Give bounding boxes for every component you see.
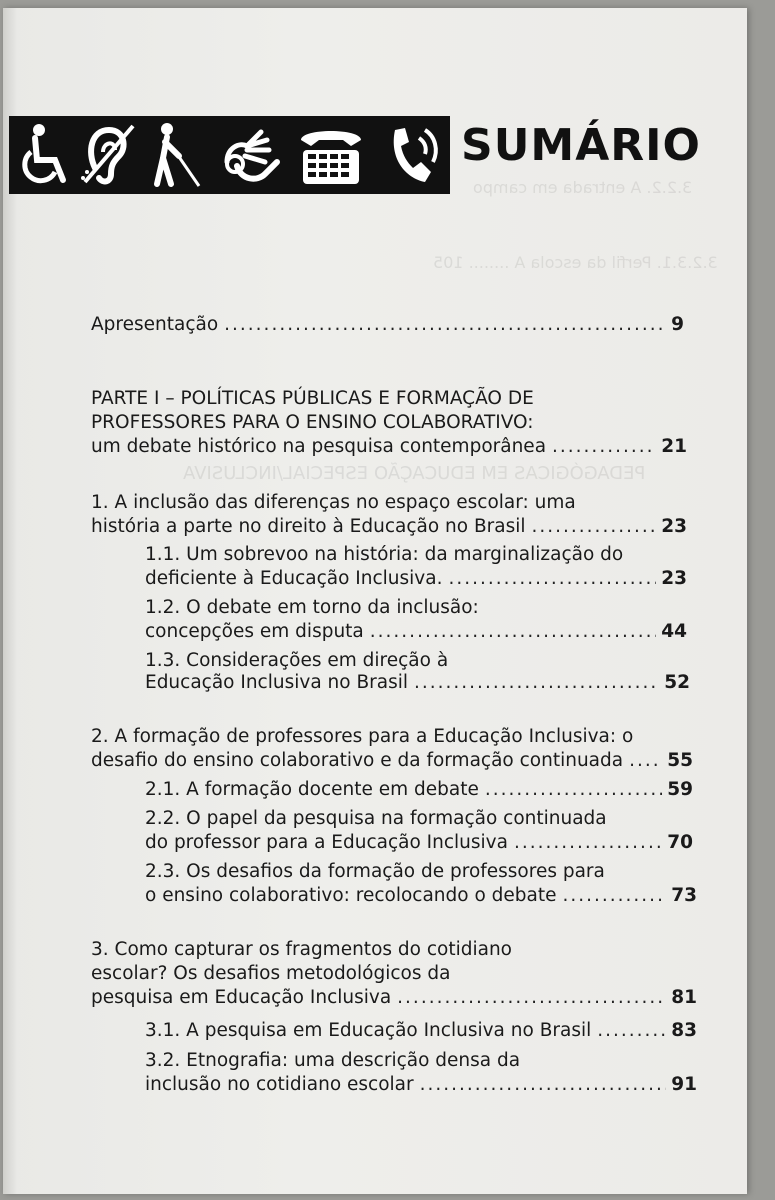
toc-page-number: 73: [671, 885, 697, 906]
dot-leader: [597, 1020, 666, 1042]
dot-leader: [485, 779, 662, 801]
toc-chapter-title: 3. Como capturar os fragmentos do cotidiano: [91, 939, 512, 960]
wheelchair-icon: [15, 122, 73, 188]
toc-entry-3-1: [145, 1020, 697, 1042]
deaf-ear-icon: [77, 122, 139, 188]
dot-leader: [420, 1074, 667, 1096]
toc-section-title: 2.2. O papel da pesquisa na formação continuada: [145, 808, 607, 829]
page-title: SUMÁRIO: [461, 120, 701, 171]
toc-entry-title: história a parte no direito à Educação no Brasil: [91, 516, 526, 537]
toc-entry-title: 2.1. A formação docente em debate: [145, 779, 479, 800]
toc-entry-2-1: [145, 779, 693, 801]
toc-entry-title: o ensino colaborativo: recolocando o debate: [145, 885, 557, 906]
toc-entry-ch3: [91, 987, 697, 1009]
toc-entry-ch2: [91, 750, 693, 772]
toc-page-number: 23: [661, 568, 687, 589]
toc-entry-2-3: [145, 885, 697, 907]
toc-section-title: 1.2. O debate em torno da inclusão:: [145, 597, 479, 618]
dot-leader: [397, 987, 666, 1009]
toc-page-number: 23: [661, 516, 687, 537]
toc-part-title: PARTE I – POLÍTICAS PÚBLICAS E FORMAÇÃO DE: [91, 388, 534, 409]
show-through-text: PEDAGÓGICAS EM EDUCAÇÃO ESPECIAL/INCLUSIVA: [183, 463, 646, 484]
dot-leader: [370, 621, 656, 643]
toc-section-title: 1.1. Um sobrevoo na história: da marginalização do: [145, 544, 624, 565]
toc-page-number: 21: [661, 436, 687, 457]
dot-leader: [563, 885, 667, 907]
toc-page-number: 91: [671, 1074, 697, 1095]
toc-chapter-title: escolar? Os desafios metodológicos da: [91, 963, 451, 984]
toc-chapter-title: 2. A formação de professores para a Educação Inclusiva: o: [91, 726, 634, 747]
dot-leader: [514, 832, 662, 854]
toc-page-number: 70: [667, 832, 693, 853]
dot-leader: [224, 314, 666, 336]
toc-entry-title: do professor para a Educação Inclusiva: [145, 832, 508, 853]
toc-entry-1-2: [145, 621, 687, 643]
dot-leader: [414, 672, 659, 694]
dot-leader: [532, 516, 657, 538]
toc-entry-1-1: [145, 568, 687, 590]
dot-leader: [629, 750, 662, 772]
toc-section-title: 3.2. Etnografia: uma descrição densa da: [145, 1050, 521, 1071]
dot-leader: [448, 568, 656, 590]
phone-volume-icon: [381, 122, 445, 188]
toc-page-number: 59: [667, 779, 693, 800]
toc-entry-parte1: [91, 436, 687, 458]
show-through-text: 3.2.3.1. Perfil da escola A ........ 105: [433, 253, 718, 272]
toc-page-number: 52: [664, 672, 690, 693]
toc-page-number: 55: [667, 750, 693, 771]
toc-entry-apresentacao: [91, 314, 684, 336]
book-page: [3, 8, 747, 1194]
toc-entry-title: pesquisa em Educação Inclusiva: [91, 987, 392, 1008]
toc-entry-title: concepções em disputa: [145, 621, 364, 642]
toc-entry-title: Apresentação: [91, 314, 219, 335]
toc-entry-title: Educação Inclusiva no Brasil: [145, 672, 409, 693]
accessibility-icon-bar: [9, 116, 450, 194]
tty-phone-icon: [295, 122, 367, 188]
toc-page-number: 83: [671, 1020, 697, 1041]
toc-entry-title: desafio do ensino colaborativo e da formação continuada: [91, 750, 624, 771]
toc-entry-title: deficiente à Educação Inclusiva.: [145, 568, 443, 589]
toc-chapter-title: 1. A inclusão das diferenças no espaço escolar: uma: [91, 492, 576, 513]
show-through-text: 3.2.2. A entrada em campo: [473, 178, 693, 197]
toc-page-number: 44: [661, 621, 687, 642]
toc-entry-title: 3.1. A pesquisa em Educação Inclusiva no Brasil: [145, 1020, 592, 1041]
toc-page-number: 9: [671, 314, 684, 335]
toc-entry-ch1: [91, 516, 687, 538]
toc-entry-title: um debate histórico na pesquisa contemporânea: [91, 436, 547, 457]
sign-language-icon: [217, 122, 285, 188]
toc-entry-3-2: [145, 1074, 697, 1096]
toc-page-number: 81: [671, 987, 697, 1008]
toc-entry-1-3: [145, 672, 690, 694]
toc-entry-2-2: [145, 832, 693, 854]
toc-part-title: PROFESSORES PARA O ENSINO COLABORATIVO:: [91, 412, 534, 433]
toc-section-title: 1.3. Considerações em direção à: [145, 650, 449, 671]
toc-entry-title: inclusão no cotidiano escolar: [145, 1074, 414, 1095]
blind-cane-icon: [145, 122, 203, 188]
dot-leader: [552, 436, 656, 458]
toc-section-title: 2.3. Os desafios da formação de professores para: [145, 861, 605, 882]
